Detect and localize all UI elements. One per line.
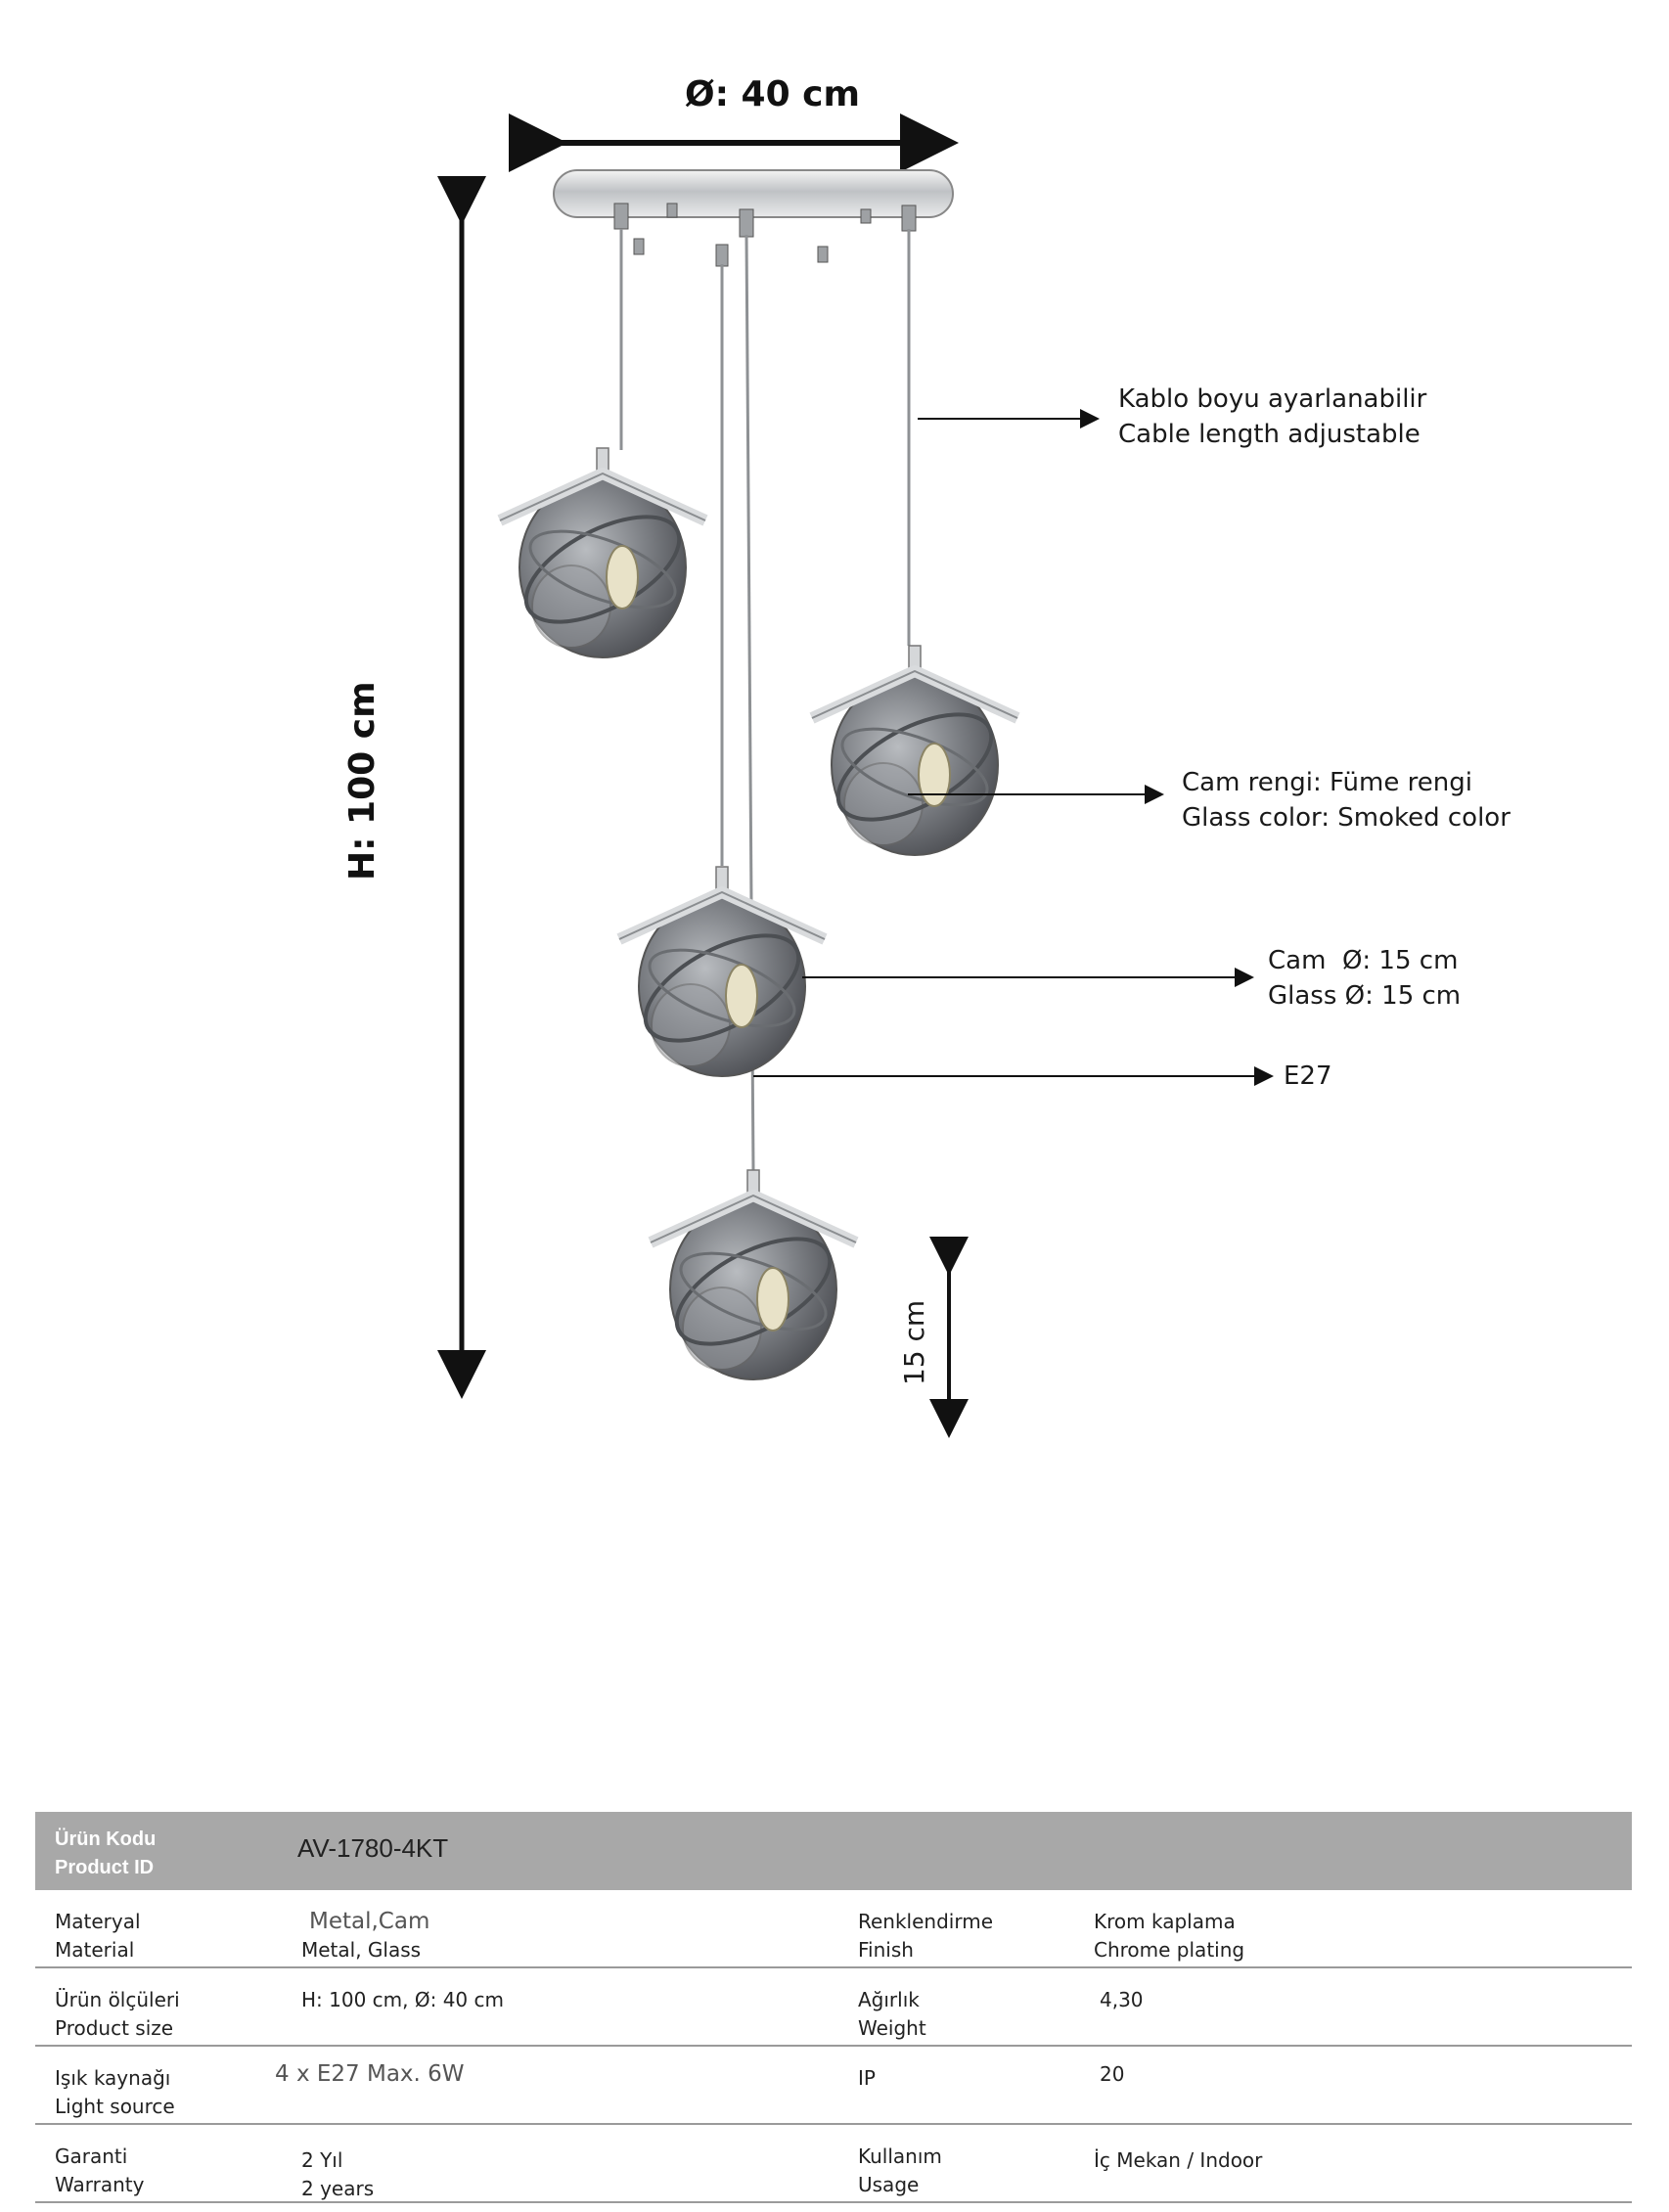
shade-height-label: 15 cm	[898, 1299, 930, 1385]
spec-row-material	[35, 1890, 1632, 1968]
glass-diameter-callout-tr: Cam Ø: 15 cm	[1268, 946, 1459, 975]
height-label: H: 100 cm	[342, 681, 383, 880]
spec-row-light-source	[35, 2047, 1632, 2125]
warranty-value	[301, 2146, 374, 2203]
product-id-label-en: Product ID	[55, 1857, 155, 1878]
spec-table	[35, 1812, 1632, 2203]
finish-value-tr: Krom kaplama	[1094, 1910, 1236, 1933]
spec-row-size	[35, 1968, 1632, 2047]
product-id-label	[55, 1826, 156, 1882]
material-label-tr: Materyal	[55, 1910, 141, 1933]
material-value-tr: Metal,Cam	[309, 1909, 430, 1934]
glass-color-callout-tr: Cam rengi: Füme rengi	[1182, 768, 1472, 797]
usage-label	[858, 2143, 942, 2199]
material-value	[301, 1908, 429, 1964]
finish-label-tr: Renklendirme	[858, 1910, 994, 1933]
pendant-4	[651, 1170, 856, 1379]
pendant-3	[619, 867, 825, 1076]
warranty-value-tr: 2 Yıl	[301, 2148, 343, 2172]
weight-label	[858, 1986, 926, 2043]
pendant-2	[812, 646, 1017, 855]
material-label-en: Material	[55, 1938, 135, 1962]
weight-label-en: Weight	[858, 2016, 926, 2040]
glass-color-callout	[1182, 765, 1511, 835]
cable-callout	[1118, 382, 1426, 452]
cable-callout-tr: Kablo boyu ayarlanabilir	[1118, 384, 1427, 414]
finish-value-en: Chrome plating	[1094, 1938, 1245, 1962]
pendant-1	[500, 448, 705, 657]
weight-value: 4,30	[1100, 1988, 1144, 2011]
glass-diameter-callout	[1268, 943, 1461, 1014]
size-label	[55, 1986, 180, 2043]
usage-label-tr: Kullanım	[858, 2144, 942, 2168]
warranty-label-tr: Garanti	[55, 2144, 128, 2168]
spec-header-row	[35, 1812, 1632, 1890]
socket-callout: E27	[1284, 1061, 1332, 1091]
light-source-label-en: Light source	[55, 2095, 175, 2118]
material-value-en: Metal, Glass	[301, 1938, 422, 1962]
product-id-value: AV-1780-4KT	[297, 1833, 449, 1863]
warranty-label-en: Warranty	[55, 2173, 145, 2196]
diameter-label: Ø: 40 cm	[685, 74, 861, 114]
size-label-en: Product size	[55, 2016, 174, 2040]
product-id-label-tr: Ürün Kodu	[55, 1828, 157, 1850]
ip-label: IP	[858, 2066, 876, 2090]
warranty-value-en: 2 years	[301, 2177, 375, 2200]
light-source-label	[55, 2064, 175, 2121]
spec-row-warranty	[35, 2125, 1632, 2203]
warranty-label	[55, 2143, 144, 2199]
finish-value	[1094, 1908, 1244, 1964]
glass-color-callout-en: Glass color: Smoked color	[1182, 803, 1511, 833]
light-source-label-tr: Işık kaynağı	[55, 2066, 171, 2090]
light-source-value: 4 x E27 Max. 6W	[275, 2061, 465, 2087]
weight-label-tr: Ağırlık	[858, 1988, 920, 2011]
finish-label	[858, 1908, 993, 1964]
glass-diameter-callout-en: Glass Ø: 15 cm	[1268, 981, 1462, 1011]
usage-value: İç Mekan / Indoor	[1094, 2148, 1263, 2172]
usage-label-en: Usage	[858, 2173, 920, 2196]
ip-value: 20	[1100, 2062, 1125, 2086]
cable-callout-en: Cable length adjustable	[1118, 420, 1421, 449]
size-label-tr: Ürün ölçüleri	[55, 1988, 180, 2011]
size-value: H: 100 cm, Ø: 40 cm	[301, 1988, 504, 2011]
material-label	[55, 1908, 141, 1964]
finish-label-en: Finish	[858, 1938, 914, 1962]
